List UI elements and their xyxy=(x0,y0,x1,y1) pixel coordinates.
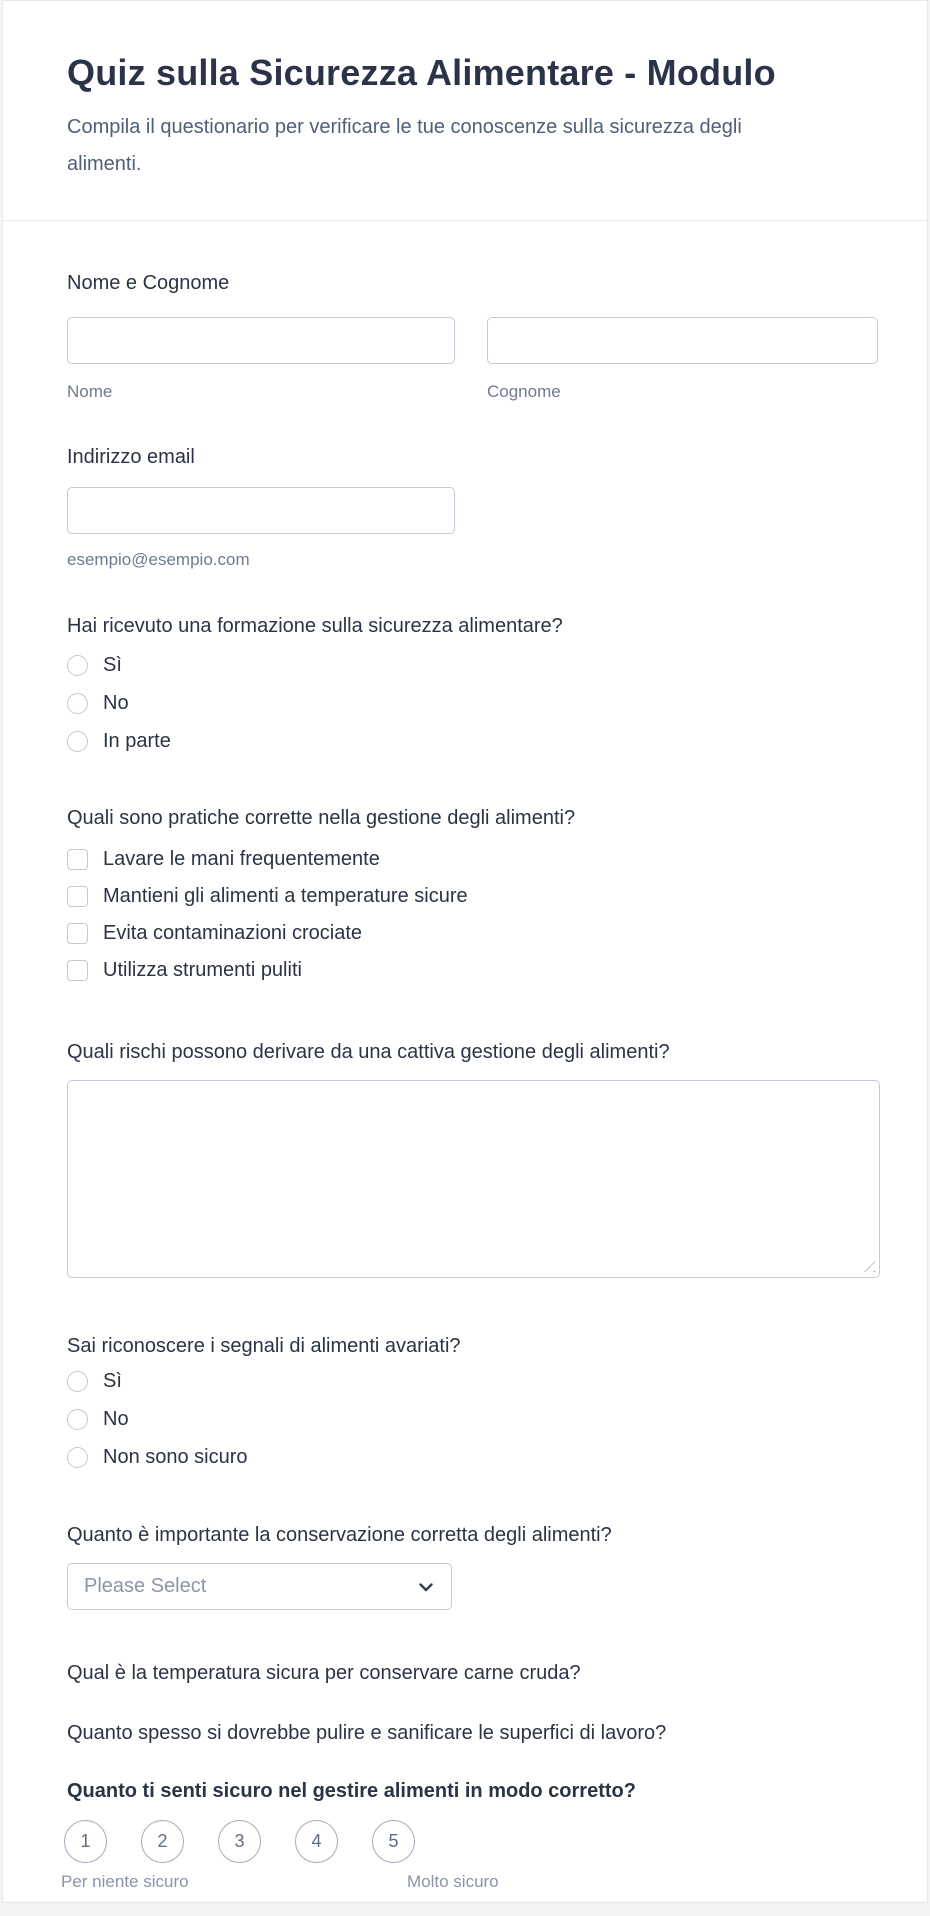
checkbox-option-label[interactable]: Evita contaminazioni crociate xyxy=(103,922,363,944)
name-inputs-row xyxy=(67,317,878,364)
confidence-question-label: Quanto ti senti sicuro nel gestire alimenti in modo corretto? xyxy=(67,1780,636,1802)
radio-option-label[interactable]: Sì xyxy=(103,1369,122,1392)
scale-option-3[interactable]: 3 xyxy=(218,1820,261,1863)
practices-option-3[interactable] xyxy=(67,915,878,952)
risks-question-label: Quali rischi possono derivare da una cattiva gestione degli alimenti? xyxy=(67,1041,670,1063)
radio-icon[interactable] xyxy=(67,655,88,676)
last-name-input[interactable] xyxy=(487,317,879,364)
name-question-label: Nome e Cognome xyxy=(67,272,230,294)
form-body xyxy=(3,271,927,1903)
scale-min-label: Per niente sicuro xyxy=(61,1872,189,1891)
checkbox-option-label[interactable]: Lavare le mani frequentemente xyxy=(103,848,380,870)
risks-textarea[interactable] xyxy=(67,1080,880,1278)
radio-option-label[interactable]: No xyxy=(103,691,129,714)
radio-icon[interactable] xyxy=(67,1371,88,1392)
signals-option-si[interactable] xyxy=(67,1362,878,1400)
scale-option-1[interactable]: 1 xyxy=(64,1820,107,1863)
radio-icon[interactable] xyxy=(67,731,88,752)
radio-icon[interactable] xyxy=(67,1409,88,1430)
email-sublabel: esempio@esempio.com xyxy=(67,550,250,569)
training-option-in-parte[interactable] xyxy=(67,722,878,760)
risks-textarea-wrap xyxy=(67,1080,880,1278)
confidence-scale-row xyxy=(64,1820,878,1863)
first-name-sublabel: Nome xyxy=(67,382,113,401)
practices-options-group xyxy=(67,841,878,989)
form-subtitle xyxy=(67,109,867,183)
practices-option-4[interactable] xyxy=(67,952,878,989)
conservation-question-label: Quanto è importante la conservazione corretta degli alimenti? xyxy=(67,1524,612,1546)
select-value: Please Select xyxy=(84,1575,207,1597)
signals-options-group xyxy=(67,1362,878,1476)
first-name-input[interactable] xyxy=(67,317,455,364)
practices-option-1[interactable] xyxy=(67,841,878,878)
page-title: Quiz sulla Sicurezza Alimentare - Modulo xyxy=(67,52,776,93)
chevron-down-icon xyxy=(417,1578,435,1596)
practices-option-2[interactable] xyxy=(67,878,878,915)
radio-option-label[interactable]: In parte xyxy=(103,729,171,752)
last-name-sublabel: Cognome xyxy=(487,382,561,401)
checkbox-icon[interactable] xyxy=(67,849,88,870)
scale-labels-row xyxy=(61,1872,878,1892)
name-sublabels-row xyxy=(67,382,878,402)
scale-option-4[interactable]: 4 xyxy=(295,1820,338,1863)
signals-question-label: Sai riconoscere i segnali di alimenti avariati? xyxy=(67,1335,461,1357)
training-options-group xyxy=(67,646,878,760)
form-card xyxy=(2,0,928,1903)
radio-option-label[interactable]: Non sono sicuro xyxy=(103,1445,248,1468)
checkbox-icon[interactable] xyxy=(67,960,88,981)
radio-option-label[interactable]: No xyxy=(103,1407,129,1430)
signals-option-no[interactable] xyxy=(67,1400,878,1438)
practices-question-label: Quali sono pratiche corrette nella gestione degli alimenti? xyxy=(67,807,576,829)
conservation-select[interactable] xyxy=(67,1563,452,1610)
temperature-question-label: Qual è la temperatura sicura per conservare carne cruda? xyxy=(67,1662,581,1684)
checkbox-option-label[interactable]: Mantieni gli alimenti a temperature sicure xyxy=(103,885,468,907)
cleaning-question-label: Quanto spesso si dovrebbe pulire e sanificare le superfici di lavoro? xyxy=(67,1722,667,1744)
checkbox-icon[interactable] xyxy=(67,923,88,944)
form-subtitle-line-1: Compila il questionario per verificare le tue conoscenze sulla sicurezza degli xyxy=(67,116,742,138)
form-subtitle-line-2: alimenti. xyxy=(67,153,142,175)
scale-max-label: Molto sicuro xyxy=(407,1872,499,1891)
scale-option-2[interactable]: 2 xyxy=(141,1820,184,1863)
email-question-label: Indirizzo email xyxy=(67,446,195,468)
checkbox-option-label[interactable]: Utilizza strumenti puliti xyxy=(103,959,302,981)
signals-option-non-sono-sicuro[interactable] xyxy=(67,1438,878,1476)
checkbox-icon[interactable] xyxy=(67,886,88,907)
radio-icon[interactable] xyxy=(67,693,88,714)
scale-option-5[interactable]: 5 xyxy=(372,1820,415,1863)
training-question-label: Hai ricevuto una formazione sulla sicurezza alimentare? xyxy=(67,615,563,637)
form-header xyxy=(3,1,927,221)
radio-icon[interactable] xyxy=(67,1447,88,1468)
email-input[interactable] xyxy=(67,487,455,534)
training-option-no[interactable] xyxy=(67,684,878,722)
radio-option-label[interactable]: Sì xyxy=(103,653,122,676)
training-option-si[interactable] xyxy=(67,646,878,684)
